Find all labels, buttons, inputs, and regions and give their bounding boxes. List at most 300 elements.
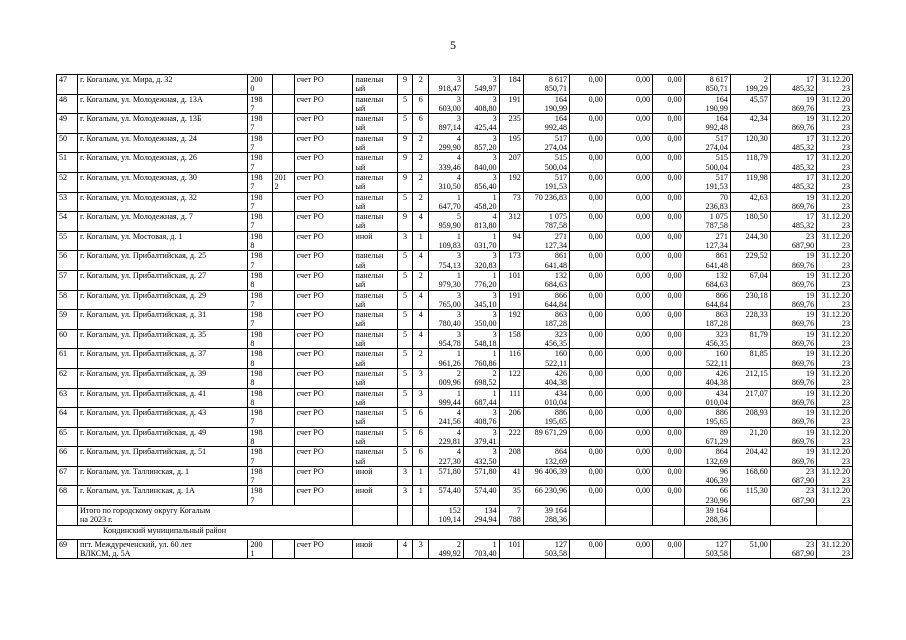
floors-cell: 5 xyxy=(397,192,413,212)
residential-area-cell: 3 548,18 xyxy=(463,329,499,349)
table-row xyxy=(57,212,853,232)
cost-zero-2-cell: 0,00 xyxy=(605,153,652,173)
floors-cell: 5 xyxy=(397,94,413,114)
residents-cell: 192 xyxy=(499,172,523,192)
address-cell: г. Когалым, ул. Молодежная, д. 13Б xyxy=(78,114,248,134)
row-number: 51 xyxy=(57,153,78,173)
cost-zero-1-cell: 0,00 xyxy=(570,172,606,192)
cost-zero-2-cell xyxy=(605,506,652,526)
cost-zero-1-cell: 0,00 xyxy=(570,486,606,506)
address-cell: г. Когалым, ул. Мира, д. 32 xyxy=(78,75,248,95)
fund-method-cell: счет РО xyxy=(294,212,353,232)
max-unit-cost-cell: 19 869,76 xyxy=(770,290,816,310)
table-row xyxy=(57,251,853,271)
residents-cell: 73 xyxy=(499,192,523,212)
residential-area-cell: 1 776,20 xyxy=(463,270,499,290)
table-row xyxy=(57,349,853,369)
residential-area-cell: 574,40 xyxy=(463,486,499,506)
total-area-cell: 571,80 xyxy=(429,466,464,486)
unit-cost-cell: 51,00 xyxy=(730,539,770,559)
cost-zero-3-cell: 0,00 xyxy=(653,114,685,134)
total-area-cell: 1 979,30 xyxy=(429,270,464,290)
unit-cost-cell: 208,93 xyxy=(730,408,770,428)
residential-area-cell: 3 320,83 xyxy=(463,251,499,271)
fund-method-cell: счет РО xyxy=(294,114,353,134)
total-cost-cell: 864 132,69 xyxy=(523,447,569,467)
table-row xyxy=(57,270,853,290)
owners-funds-cell: 164 992,48 xyxy=(684,114,730,134)
cost-zero-1-cell: 0,00 xyxy=(570,231,606,251)
cost-zero-1-cell: 0,00 xyxy=(570,153,606,173)
max-unit-cost-cell: 19 869,76 xyxy=(770,310,816,330)
wall-material-cell: панельн ый xyxy=(353,329,397,349)
residents-cell: 101 xyxy=(499,539,523,559)
residential-area-cell: 3 856,40 xyxy=(463,172,499,192)
unit-cost-cell: 228,33 xyxy=(730,310,770,330)
commission-year-cell: 198 7 xyxy=(248,466,272,486)
total-area-cell: 3 603,00 xyxy=(429,94,464,114)
fund-method-cell: счет РО xyxy=(294,231,353,251)
owners-funds-cell: 863 187,28 xyxy=(684,310,730,330)
deadline-cell: 31.12.20 23 xyxy=(817,251,853,271)
unit-cost-cell: 120,30 xyxy=(730,133,770,153)
table-row xyxy=(57,539,853,559)
owners-funds-cell: 517 274,04 xyxy=(684,133,730,153)
commission-year-cell: 198 7 xyxy=(248,212,272,232)
address-cell: г. Когалым, ул. Молодежная, д. 26 xyxy=(78,153,248,173)
overhaul-year-cell xyxy=(272,408,294,428)
table-row xyxy=(57,388,853,408)
residents-cell: 191 xyxy=(499,94,523,114)
owners-funds-cell: 160 522,11 xyxy=(684,349,730,369)
cost-zero-3-cell: 0,00 xyxy=(653,75,685,95)
commission-year-cell: 198 8 xyxy=(248,270,272,290)
wall-material-cell: панельн ый xyxy=(353,133,397,153)
address-cell: г. Когалым, ул. Таллинская, д. 1А xyxy=(78,486,248,506)
total-cost-cell: 323 456,35 xyxy=(523,329,569,349)
table-row xyxy=(57,408,853,428)
owners-funds-cell: 127 503,58 xyxy=(684,539,730,559)
overhaul-year-cell xyxy=(272,153,294,173)
overhaul-year-cell xyxy=(272,349,294,369)
row-number: 52 xyxy=(57,172,78,192)
residential-area-cell: 3 408,76 xyxy=(463,408,499,428)
entrances-cell: 4 xyxy=(413,310,429,330)
fund-method-cell: счет РО xyxy=(294,310,353,330)
floors-cell: 5 xyxy=(397,368,413,388)
row-number: 55 xyxy=(57,231,78,251)
floors-cell: 3 xyxy=(397,231,413,251)
cost-zero-2-cell: 0,00 xyxy=(605,466,652,486)
overhaul-year-cell xyxy=(272,539,294,559)
commission-year-cell: 198 7 xyxy=(248,310,272,330)
total-area-cell: 4 299,90 xyxy=(429,133,464,153)
residents-cell: 191 xyxy=(499,290,523,310)
deadline-cell: 31.12.20 23 xyxy=(817,329,853,349)
residents-cell: 122 xyxy=(499,368,523,388)
unit-cost-cell: 230,18 xyxy=(730,290,770,310)
address-cell: г. Когалым, ул. Прибалтийская, д. 39 xyxy=(78,368,248,388)
residents-cell: 222 xyxy=(499,427,523,447)
max-unit-cost-cell: 17 485,32 xyxy=(770,133,816,153)
cost-zero-2-cell: 0,00 xyxy=(605,329,652,349)
cost-zero-3-cell: 0,00 xyxy=(653,212,685,232)
cost-zero-1-cell: 0,00 xyxy=(570,368,606,388)
table-row xyxy=(57,153,853,173)
wall-material-cell: панельн ый xyxy=(353,427,397,447)
entrances-cell xyxy=(413,506,429,526)
fund-method-cell: счет РО xyxy=(294,539,353,559)
entrances-cell: 3 xyxy=(413,388,429,408)
floors-cell: 5 xyxy=(397,310,413,330)
table-row xyxy=(57,329,853,349)
wall-material-cell: панельн ый xyxy=(353,75,397,95)
fund-method-cell: счет РО xyxy=(294,388,353,408)
row-number: 68 xyxy=(57,486,78,506)
total-cost-cell: 515 500,04 xyxy=(523,153,569,173)
cost-zero-3-cell: 0,00 xyxy=(653,94,685,114)
floors-cell: 5 xyxy=(397,251,413,271)
wall-material-cell: панельн ый xyxy=(353,408,397,428)
max-unit-cost-cell: 23 687,90 xyxy=(770,231,816,251)
address-cell: г. Когалым, ул. Таллинская, д. 1 xyxy=(78,466,248,486)
floors-cell: 5 xyxy=(397,349,413,369)
owners-funds-cell: 132 684,63 xyxy=(684,270,730,290)
table-row xyxy=(57,94,853,114)
overhaul-year-cell xyxy=(272,368,294,388)
max-unit-cost-cell: 17 485,32 xyxy=(770,153,816,173)
max-unit-cost-cell: 19 869,76 xyxy=(770,447,816,467)
max-unit-cost-cell: 17 485,32 xyxy=(770,75,816,95)
fund-method-cell: счет РО xyxy=(294,192,353,212)
fund-method-cell: счет РО xyxy=(294,153,353,173)
max-unit-cost-cell: 19 869,76 xyxy=(770,270,816,290)
total-cost-cell: 89 671,29 xyxy=(523,427,569,447)
fund-method-cell: счет РО xyxy=(294,466,353,486)
overhaul-year-cell xyxy=(272,270,294,290)
deadline-cell: 31.12.20 23 xyxy=(817,75,853,95)
overhaul-year-cell xyxy=(272,192,294,212)
deadline-cell: 31.12.20 23 xyxy=(817,94,853,114)
residents-cell: 208 xyxy=(499,447,523,467)
wall-material-cell: панельн ый xyxy=(353,310,397,330)
cost-zero-2-cell: 0,00 xyxy=(605,251,652,271)
total-cost-cell: 96 406,39 xyxy=(523,466,569,486)
cost-zero-2-cell: 0,00 xyxy=(605,486,652,506)
floors-cell: 5 xyxy=(397,114,413,134)
max-unit-cost-cell: 19 869,76 xyxy=(770,388,816,408)
cost-zero-3-cell: 0,00 xyxy=(653,388,685,408)
row-number xyxy=(57,506,78,526)
total-cost-cell: 861 641,48 xyxy=(523,251,569,271)
floors-cell: 5 xyxy=(397,290,413,310)
row-number: 53 xyxy=(57,192,78,212)
cost-zero-2-cell: 0,00 xyxy=(605,388,652,408)
cost-zero-2-cell: 0,00 xyxy=(605,75,652,95)
address-cell: г. Когалым, ул. Прибалтийская, д. 25 xyxy=(78,251,248,271)
cost-zero-3-cell xyxy=(653,506,685,526)
cost-zero-2-cell: 0,00 xyxy=(605,172,652,192)
commission-year-cell: 198 7 xyxy=(248,408,272,428)
deadline-cell: 31.12.20 23 xyxy=(817,153,853,173)
total-area-cell: 4 241,56 xyxy=(429,408,464,428)
cost-zero-1-cell: 0,00 xyxy=(570,212,606,232)
row-number: 64 xyxy=(57,408,78,428)
cost-zero-1-cell: 0,00 xyxy=(570,427,606,447)
total-area-sum: 152 109,14 xyxy=(429,506,464,526)
total-row xyxy=(57,506,853,526)
total-cost-cell: 517 274,04 xyxy=(523,133,569,153)
deadline-cell: 31.12.20 23 xyxy=(817,368,853,388)
residents-cell: 192 xyxy=(499,310,523,330)
address-cell: г. Когалым, ул. Молодежная, д. 7 xyxy=(78,212,248,232)
overhaul-year-cell xyxy=(272,94,294,114)
cost-zero-2-cell: 0,00 xyxy=(605,290,652,310)
cost-zero-3-cell: 0,00 xyxy=(653,466,685,486)
cost-zero-1-cell: 0,00 xyxy=(570,329,606,349)
owners-funds-cell: 426 404,38 xyxy=(684,368,730,388)
owners-funds-cell: 323 456,35 xyxy=(684,329,730,349)
row-number: 69 xyxy=(57,539,78,559)
table-row xyxy=(57,75,853,95)
total-cost-cell: 66 230,96 xyxy=(523,486,569,506)
total-area-cell: 4 229,81 xyxy=(429,427,464,447)
owners-funds-cell: 271 127,34 xyxy=(684,231,730,251)
wall-material-cell: иной xyxy=(353,486,397,506)
unit-cost-cell: 212,15 xyxy=(730,368,770,388)
entrances-cell: 6 xyxy=(413,114,429,134)
owners-funds-cell: 515 500,04 xyxy=(684,153,730,173)
floors-cell: 9 xyxy=(397,133,413,153)
commission-year-cell: 198 7 xyxy=(248,251,272,271)
cost-zero-3-cell: 0,00 xyxy=(653,349,685,369)
residential-area-cell: 571,80 xyxy=(463,466,499,486)
commission-year-cell: 198 8 xyxy=(248,231,272,251)
cost-zero-1-cell: 0,00 xyxy=(570,539,606,559)
unit-cost-cell: 244,30 xyxy=(730,231,770,251)
total-area-cell: 3 754,13 xyxy=(429,251,464,271)
entrances-cell: 4 xyxy=(413,251,429,271)
residents-cell: 206 xyxy=(499,408,523,428)
floors-cell: 5 xyxy=(397,388,413,408)
overhaul-year-cell xyxy=(272,251,294,271)
row-number: 47 xyxy=(57,75,78,95)
overhaul-year-cell xyxy=(272,427,294,447)
owners-funds-cell: 861 641,48 xyxy=(684,251,730,271)
overhaul-year-cell xyxy=(272,310,294,330)
residents-cell: 116 xyxy=(499,349,523,369)
overhaul-year-cell xyxy=(272,212,294,232)
wall-material-cell: панельн ый xyxy=(353,114,397,134)
residential-area-cell: 3 432,50 xyxy=(463,447,499,467)
row-number: 56 xyxy=(57,251,78,271)
table-row xyxy=(57,114,853,134)
owners-funds-cell: 1 075 787,58 xyxy=(684,212,730,232)
address-cell: г. Когалым, ул. Мостовая, д. 1 xyxy=(78,231,248,251)
owners-funds-cell: 886 195,65 xyxy=(684,408,730,428)
address-cell: г. Когалым, ул. Молодежная, д. 13А xyxy=(78,94,248,114)
cost-zero-1-cell: 0,00 xyxy=(570,310,606,330)
owners-funds-sum: 39 164 288,36 xyxy=(684,506,730,526)
deadline-cell: 31.12.20 23 xyxy=(817,486,853,506)
row-number: 63 xyxy=(57,388,78,408)
commission-year-cell: 198 7 xyxy=(248,447,272,467)
row-number: 54 xyxy=(57,212,78,232)
owners-funds-cell: 864 132,69 xyxy=(684,447,730,467)
commission-year-cell: 198 8 xyxy=(248,427,272,447)
max-unit-cost-cell: 19 869,76 xyxy=(770,408,816,428)
page-number: 5 xyxy=(450,38,456,52)
residents-cell: 158 xyxy=(499,329,523,349)
address-cell: пгт. Междуреченский, ул. 60 лет ВЛКСМ, д. 5А xyxy=(78,539,248,559)
entrances-cell: 2 xyxy=(413,349,429,369)
wall-material-cell: панельн ый xyxy=(353,270,397,290)
fund-method-cell: счет РО xyxy=(294,251,353,271)
overhaul-year-cell xyxy=(272,114,294,134)
cost-zero-3-cell: 0,00 xyxy=(653,447,685,467)
section-header-row xyxy=(57,525,853,539)
entrances-cell: 6 xyxy=(413,427,429,447)
wall-material-cell: панельн ый xyxy=(353,212,397,232)
cost-zero-2-cell: 0,00 xyxy=(605,133,652,153)
entrances-cell: 6 xyxy=(413,408,429,428)
unit-cost-cell: 118,79 xyxy=(730,153,770,173)
address-cell: г. Когалым, ул. Прибалтийская, д. 27 xyxy=(78,270,248,290)
total-area-cell: 4 227,30 xyxy=(429,447,464,467)
overhaul-year-cell xyxy=(272,447,294,467)
max-unit-cost-cell: 19 869,76 xyxy=(770,329,816,349)
fund-method-cell: счет РО xyxy=(294,486,353,506)
owners-funds-cell: 89 671,29 xyxy=(684,427,730,447)
residents-sum: 7 788 xyxy=(499,506,523,526)
row-number: 50 xyxy=(57,133,78,153)
cost-zero-3-cell: 0,00 xyxy=(653,251,685,271)
cost-zero-3-cell: 0,00 xyxy=(653,231,685,251)
address-cell: г. Когалым, ул. Молодежная, д. 24 xyxy=(78,133,248,153)
total-area-cell: 1 999,44 xyxy=(429,388,464,408)
entrances-cell: 2 xyxy=(413,153,429,173)
residents-cell: 312 xyxy=(499,212,523,232)
entrances-cell: 1 xyxy=(413,231,429,251)
total-cost-cell: 127 503,58 xyxy=(523,539,569,559)
table-row xyxy=(57,290,853,310)
fund-method-cell: счет РО xyxy=(294,75,353,95)
floors-cell: 5 xyxy=(397,427,413,447)
cost-zero-1-cell: 0,00 xyxy=(570,408,606,428)
wall-material-cell: панельн ый xyxy=(353,447,397,467)
wall-material-cell: иной xyxy=(353,231,397,251)
cost-zero-1-cell: 0,00 xyxy=(570,192,606,212)
overhaul-year-cell xyxy=(272,388,294,408)
cost-zero-3-cell: 0,00 xyxy=(653,486,685,506)
commission-year-cell: 198 7 xyxy=(248,153,272,173)
cost-zero-2-cell: 0,00 xyxy=(605,270,652,290)
owners-funds-cell: 66 230,96 xyxy=(684,486,730,506)
residents-cell: 235 xyxy=(499,114,523,134)
fund-method-cell: счет РО xyxy=(294,349,353,369)
floors-cell: 3 xyxy=(397,486,413,506)
entrances-cell: 1 xyxy=(413,466,429,486)
entrances-cell: 2 xyxy=(413,192,429,212)
owners-funds-cell: 70 236,83 xyxy=(684,192,730,212)
table-row xyxy=(57,427,853,447)
deadline-cell: 31.12.20 23 xyxy=(817,388,853,408)
deadline-cell: 31.12.20 23 xyxy=(817,114,853,134)
table-row xyxy=(57,192,853,212)
residential-area-cell: 3 857,20 xyxy=(463,133,499,153)
overhaul-year-cell xyxy=(272,486,294,506)
max-unit-cost-cell: 19 869,76 xyxy=(770,349,816,369)
deadline-cell: 31.12.20 23 xyxy=(817,212,853,232)
cost-zero-1-cell: 0,00 xyxy=(570,466,606,486)
max-unit-cost-cell: 19 869,76 xyxy=(770,94,816,114)
floors-cell: 5 xyxy=(397,270,413,290)
deadline-cell: 31.12.20 23 xyxy=(817,466,853,486)
deadline-cell: 31.12.20 23 xyxy=(817,192,853,212)
total-cost-cell: 160 522,11 xyxy=(523,349,569,369)
overhaul-year-cell xyxy=(272,133,294,153)
residential-area-cell: 3 425,44 xyxy=(463,114,499,134)
owners-funds-cell: 164 190,99 xyxy=(684,94,730,114)
wall-material-cell: панельн ый xyxy=(353,388,397,408)
total-cost-cell: 164 190,99 xyxy=(523,94,569,114)
residential-area-cell: 1 458,20 xyxy=(463,192,499,212)
total-area-cell: 574,40 xyxy=(429,486,464,506)
row-number: 66 xyxy=(57,447,78,467)
residential-area-cell: 3 840,00 xyxy=(463,153,499,173)
cost-zero-2-cell: 0,00 xyxy=(605,539,652,559)
wall-material-cell: панельн ый xyxy=(353,94,397,114)
deadline-cell xyxy=(817,506,853,526)
address-cell: г. Когалым, ул. Прибалтийская, д. 49 xyxy=(78,427,248,447)
floors-cell: 5 xyxy=(397,329,413,349)
deadline-cell: 31.12.20 23 xyxy=(817,172,853,192)
total-cost-cell: 426 404,38 xyxy=(523,368,569,388)
entrances-cell: 6 xyxy=(413,447,429,467)
commission-year-cell: 198 8 xyxy=(248,388,272,408)
unit-cost-cell: 81,79 xyxy=(730,329,770,349)
owners-funds-cell: 8 617 850,71 xyxy=(684,75,730,95)
cost-zero-3-cell: 0,00 xyxy=(653,329,685,349)
fund-method-cell: счет РО xyxy=(294,133,353,153)
floors-cell: 5 xyxy=(397,447,413,467)
cost-zero-1-cell: 0,00 xyxy=(570,75,606,95)
wall-material-cell: панельн ый xyxy=(353,368,397,388)
row-number: 59 xyxy=(57,310,78,330)
fund-method-cell: счет РО xyxy=(294,408,353,428)
unit-cost-cell: 67,04 xyxy=(730,270,770,290)
unit-cost-cell: 180,50 xyxy=(730,212,770,232)
fund-method-cell: счет РО xyxy=(294,427,353,447)
residents-cell: 111 xyxy=(499,388,523,408)
fund-method-cell: счет РО xyxy=(294,94,353,114)
cost-zero-1-cell: 0,00 xyxy=(570,388,606,408)
wall-material-cell: панельн ый xyxy=(353,290,397,310)
cost-zero-1-cell: 0,00 xyxy=(570,133,606,153)
residential-area-cell: 1 703,40 xyxy=(463,539,499,559)
cost-zero-1-cell: 0,00 xyxy=(570,270,606,290)
residential-area-cell: 2 698,52 xyxy=(463,368,499,388)
commission-year-cell: 198 7 xyxy=(248,133,272,153)
total-cost-cell: 132 684,63 xyxy=(523,270,569,290)
table-row xyxy=(57,172,853,192)
floors-cell xyxy=(397,506,413,526)
entrances-cell: 3 xyxy=(413,539,429,559)
owners-funds-cell: 96 406,39 xyxy=(684,466,730,486)
address-cell: г. Когалым, ул. Прибалтийская, д. 43 xyxy=(78,408,248,428)
address-cell: г. Когалым, ул. Прибалтийская, д. 41 xyxy=(78,388,248,408)
fund-method-cell: счет РО xyxy=(294,290,353,310)
